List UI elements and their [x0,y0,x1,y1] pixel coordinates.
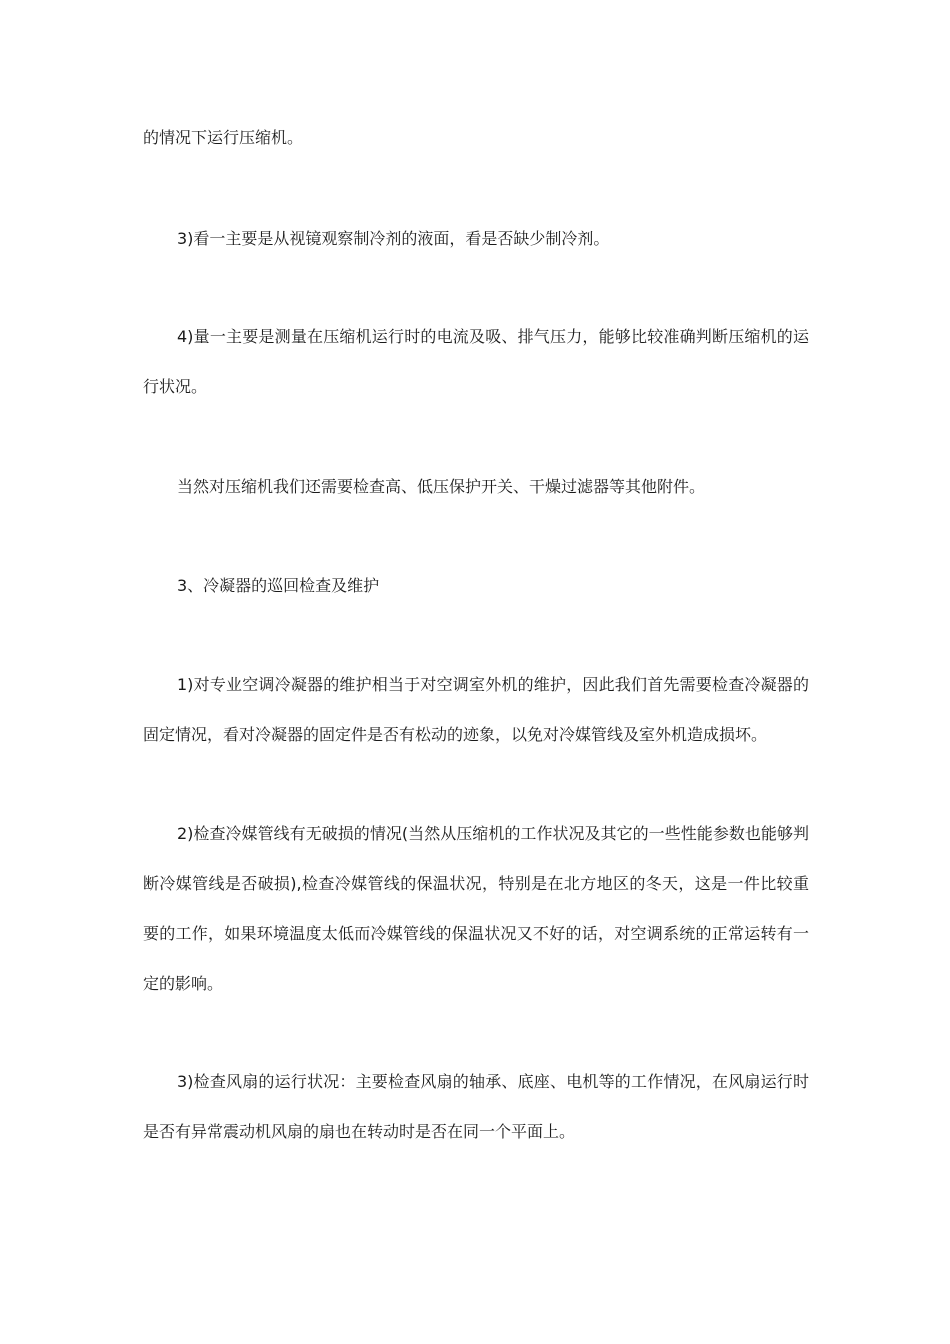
paragraph-continuation: 的情况下运行压缩机。 [143,128,304,147]
paragraph-inspect-sight-glass: 3)看一主要是从视镜观察制冷剂的液面，看是否缺少制冷剂。 [177,229,610,248]
paragraph-condenser-fixing: 1)对专业空调冷凝器的维护相当于对空调室外机的维护，因此我们首先需要检查冷凝器的固定情况，看对冷凝器的固定件是否有松动的迹象，以免对冷媒管线及室外机造成损坏。 [143,675,809,744]
paragraph-other-accessories: 当然对压缩机我们还需要检查高、低压保护开关、干燥过滤器等其他附件。 [177,477,706,496]
paragraph-measure-current-pressure: 4)量一主要是测量在压缩机运行时的电流及吸、排气压力，能够比较准确判断压缩机的运行状况。 [143,327,809,396]
paragraph-refrigerant-pipeline: 2)检查冷媒管线有无破损的情况(当然从压缩机的工作状况及其它的一些性能参数也能够判断冷媒管线是否破损),检查冷媒管线的保温状况，特别是在北方地区的冬天，这是一件比较重要的工作，如果环境温度太低而冷媒管线的保温状况又不好的话，对空调系统的正常运转有一定的影响。 [143,824,809,993]
section-heading-condenser: 3、冷凝器的巡回检查及维护 [177,576,380,595]
paragraph-fan-status: 3)检查风扇的运行状况：主要检查风扇的轴承、底座、电机等的工作情况，在风扇运行时是否有异常震动机风扇的扇也在转动时是否在同一个平面上。 [143,1072,809,1141]
